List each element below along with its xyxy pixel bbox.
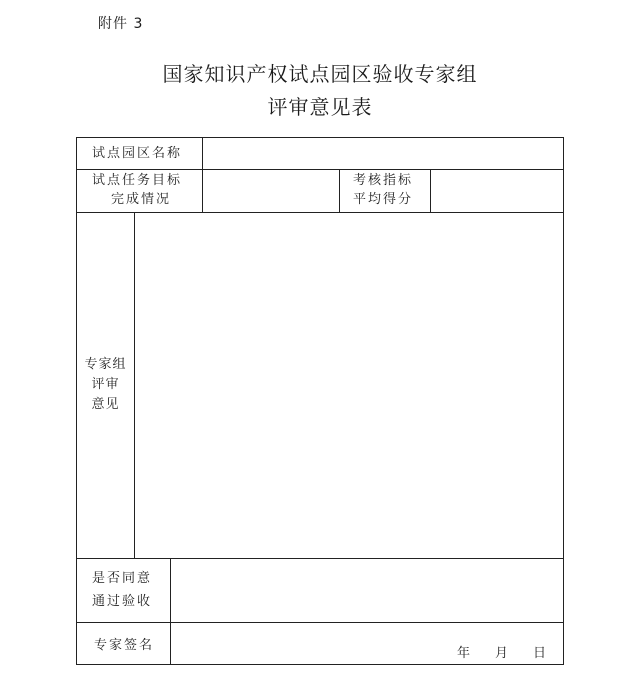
attachment-label: 附件 3 [98, 16, 144, 32]
task-completion-field[interactable] [203, 170, 339, 212]
form-title: 国家知识产权试点园区验收专家组 [162, 62, 478, 86]
review-form-table [76, 137, 564, 665]
park-name-field[interactable] [203, 138, 563, 169]
opinion-label-line2: 评审 [91, 377, 120, 392]
avg-score-label-line1: 考核指标 [353, 173, 414, 188]
column-divider [339, 170, 340, 212]
avg-score-field[interactable] [431, 170, 563, 212]
agree-field[interactable] [171, 559, 563, 622]
task-completion-label-line2: 完成情况 [111, 192, 172, 207]
date-day-label: 日 [533, 646, 549, 661]
agree-label-line2: 通过验收 [92, 594, 153, 609]
opinion-field[interactable] [135, 213, 563, 558]
avg-score-label-line2: 平均得分 [353, 192, 414, 207]
opinion-label-line3: 意见 [91, 397, 120, 412]
date-year-label: 年 [457, 646, 473, 661]
agree-label-line1: 是否同意 [92, 571, 153, 586]
park-name-label: 试点园区名称 [92, 146, 183, 161]
opinion-label-line1: 专家组 [84, 357, 127, 372]
date-month-label: 月 [495, 646, 511, 661]
signature-label: 专家签名 [94, 638, 155, 653]
task-completion-label-line1: 试点任务目标 [92, 173, 183, 188]
form-subtitle: 评审意见表 [267, 95, 373, 119]
